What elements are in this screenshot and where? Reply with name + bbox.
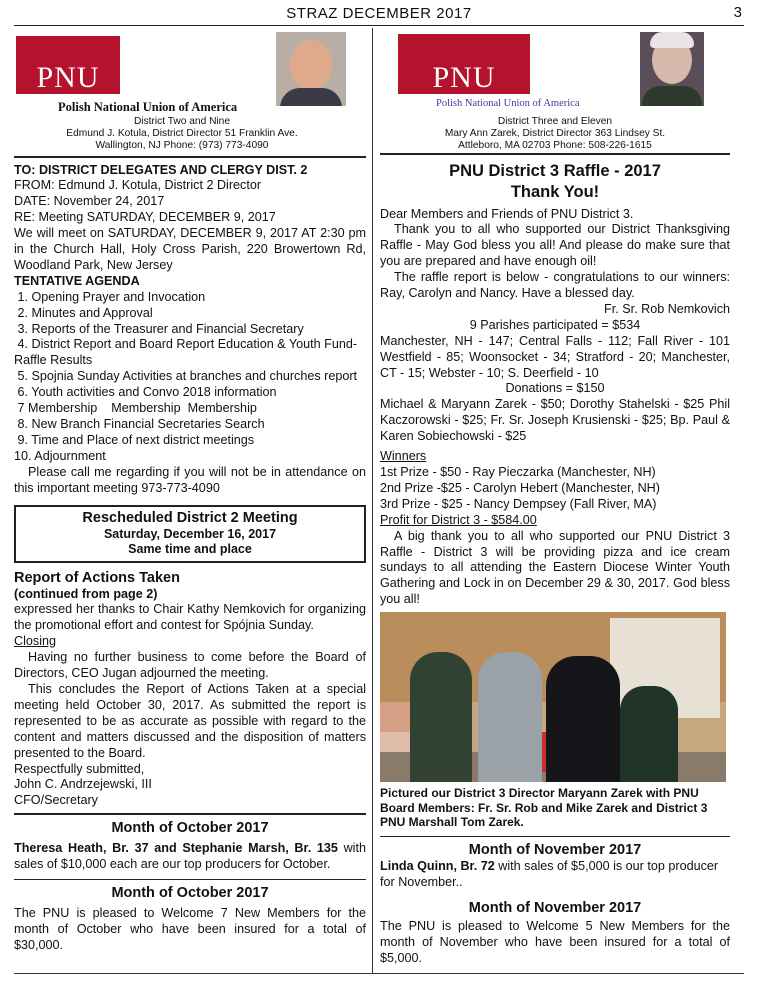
director-photo (640, 32, 704, 106)
rescheduled-box (14, 505, 366, 563)
raffle-p1: Thank you to all who supported our District Thanksgiving Raffle - May God bless you all! And please do make sure that you are prepared and have enough oil! (380, 222, 730, 269)
divider (380, 153, 730, 155)
raffle-p3: A big thank you to all who supported our PNU District 3 Raffle - District 3 will be providing pizza and ice cream sundays to all attending the Eastern Diocese Winter Youth Gathering and Lock in on December 29 & 30, 2017. God bless you all! (380, 528, 730, 607)
agenda-item: 6. Youth activities and Convo 2018 information (14, 385, 277, 400)
district-3-masthead (380, 30, 730, 150)
signature-name: John C. Andrzejewski, III (14, 777, 152, 792)
agenda-item: 1. Opening Prayer and Invocation (14, 289, 206, 304)
memo (14, 163, 366, 497)
divider (380, 836, 730, 838)
right-column (380, 30, 730, 967)
producer-names: Linda Quinn, Br. 72 (380, 859, 495, 874)
raffle-subtitle: Thank You! (510, 182, 600, 201)
director-line: Edmund J. Kotula, District Director 51 Franklin Ave. (66, 128, 298, 139)
november-heading: Month of November 2017 (468, 899, 642, 916)
october-producers (14, 841, 366, 873)
org-name: Polish National Union of America (58, 100, 238, 114)
column-divider (372, 28, 373, 973)
november-members: The PNU is pleased to Welcome 5 New Members for the month of November who have been insured for a total of $5,000. (380, 918, 730, 965)
person-shape (546, 656, 620, 782)
rescheduled-date: Saturday, December 16, 2017 (103, 526, 277, 541)
suit-shape (280, 88, 342, 106)
raffle-title: PNU District 3 Raffle - 2017 (449, 161, 661, 180)
report-p3: This concludes the Report of Actions Taken at a special meeting held October 30, 2017. As submitted the report is represented to be as accurate as possible with regard to the content and matters discussed and the disposition of matters presented to the Board. (14, 681, 366, 760)
parish-list: Manchester, NH - 147; Central Falls - 112; Fall River - 101 Westfield - 85; Woonsocket - 34; Stratford - 20; Manchester, CT - 15; Webster - 10; S. Deerfield - 10 (380, 333, 730, 380)
district-2-masthead (14, 30, 366, 150)
report-continued: (continued from page 2) (14, 586, 158, 601)
divider (14, 879, 366, 881)
bottom-rule (14, 973, 744, 974)
agenda-item: 10. Adjournment (14, 448, 106, 463)
raffle-greeting: Dear Members and Friends of PNU District 3. (380, 206, 634, 221)
person-shape (620, 686, 678, 782)
pnu-logo: PNU (398, 34, 530, 94)
producer-names: Theresa Heath, Br. 37 and Stephanie Marsh, Br. 135 (14, 840, 338, 855)
profit-line: Profit for District 3 - $584.00 (380, 512, 537, 527)
memo-to: TO: DISTRICT DELEGATES AND CLERGY DIST. 2 (14, 162, 308, 177)
donation-list: Michael & Maryann Zarek - $50; Dorothy Stahelski - $25 Phil Kaczorowski - $25; Fr. Sr. Joseph Krusienski - $25; Bp. Paul & Karen Sobiechowski - $25 (380, 397, 730, 444)
memo-body: We will meet on SATURDAY, DECEMBER 9, 2017 AT 2:30 pm in the Church Hall, Holy Cross Parish, 220 Browertown Rd, Woodland Park, New Jersey (14, 226, 366, 272)
report-title: Report of Actions Taken (14, 569, 180, 586)
agenda-title: TENTATIVE AGENDA (14, 273, 140, 288)
person-shape (410, 652, 472, 782)
memo-closing: Please call me regarding if you will not be in attendance on this important meeting 973-773-4090 (14, 464, 366, 495)
agenda-item: 7 Membership Membership Membership (14, 401, 257, 416)
closing-label: Closing (14, 634, 56, 649)
group-photo (380, 612, 726, 782)
report-p1: expressed her thanks to Chair Kathy Nemkovich for organizing the promotional effort and contest for Spójnia Sunday. (14, 602, 366, 633)
face-shape (290, 40, 332, 90)
divider (14, 156, 366, 158)
october-heading: Month of October 2017 (111, 819, 269, 836)
agenda-item: 2. Minutes and Approval (14, 305, 153, 320)
producer-text: with sales of $10,000 each are our top producers for October. (14, 840, 366, 871)
district-name: District Three and Eleven (497, 116, 613, 127)
page-header (14, 4, 744, 26)
agenda-item: 3. Reports of the Treasurer and Financial Secretary (14, 321, 304, 336)
agenda-item: 4. District Report and Board Report Education & Youth Fund-Raffle Results (14, 337, 358, 368)
prize-line: 2nd Prize -$25 - Carolyn Hebert (Manchester, NH) (380, 480, 660, 495)
october-members: The PNU is pleased to Welcome 7 New Members for the month of October who have been insured for a total of $30,000. (14, 906, 366, 952)
agenda-item: 8. New Branch Financial Secretaries Search (14, 417, 265, 431)
district-name: District Two and Nine (133, 116, 231, 127)
memo-date: DATE: November 24, 2017 (14, 194, 165, 209)
left-column (14, 30, 366, 954)
donations-total: Donations = $150 (505, 381, 605, 396)
raffle-p2: The raffle report is below - congratulations to our winners: Ray, Carolyn and Nancy. Have a blessed day. (380, 270, 730, 301)
director-line: Mary Ann Zarek, District Director 363 Lindsey St. (444, 128, 666, 139)
director-photo (276, 32, 346, 106)
person-shape (478, 652, 542, 782)
rescheduled-note: Same time and place (128, 541, 252, 556)
prize-line: 1st Prize - $50 - Ray Pieczarka (Manchester, NH) (380, 465, 656, 479)
signature-title: CFO/Secretary (14, 793, 98, 808)
org-name: Polish National Union of America (436, 98, 580, 109)
agenda-item: 9. Time and Place of next district meetings (14, 432, 255, 447)
winners-label: Winners (380, 449, 427, 464)
pnu-logo: PNU (16, 36, 120, 94)
november-producers (380, 859, 730, 891)
hair-shape (650, 32, 694, 48)
page-number: 3 (733, 4, 742, 21)
signature-line: Respectfully submitted, (14, 761, 145, 776)
report-section (14, 569, 366, 810)
raffle-signer: Fr. Sr. Rob Nemkovich (604, 301, 730, 316)
address-line: Attleboro, MA 02703 Phone: 508-226-1615 (458, 140, 652, 151)
rescheduled-title: Rescheduled District 2 Meeting (82, 509, 298, 526)
divider (14, 813, 366, 815)
prize-line: 3rd Prize - $25 - Nancy Dempsey (Fall River, MA) (380, 496, 657, 511)
producer-text: with sales of $5,000 is our top producer for November.. (380, 859, 719, 890)
memo-from: FROM: Edmund J. Kotula, District 2 Director (14, 178, 262, 193)
photo-caption: Pictured our District 3 Director Maryann Zarek with PNU Board Members: Fr. Sr. Rob and Mike Zarek and District 3 PNU Marshall Tom Zarek. (380, 786, 708, 830)
agenda-item: 5. Spojnia Sunday Activities at branches and churches report (14, 369, 358, 384)
report-p2: Having no further business to come before the Board of Directors, CEO Jugan adjourned the meeting. (14, 650, 366, 681)
parishes-total: 9 Parishes participated = $534 (469, 317, 641, 332)
newspaper-title: STRAZ DECEMBER 2017 (286, 5, 472, 22)
november-heading: Month of November 2017 (468, 842, 642, 859)
coat-shape (642, 86, 702, 106)
october-heading: Month of October 2017 (111, 885, 269, 902)
address-line: Wallington, NJ Phone: (973) 773-4090 (95, 140, 269, 151)
memo-re: RE: Meeting SATURDAY, DECEMBER 9, 2017 (14, 210, 276, 225)
